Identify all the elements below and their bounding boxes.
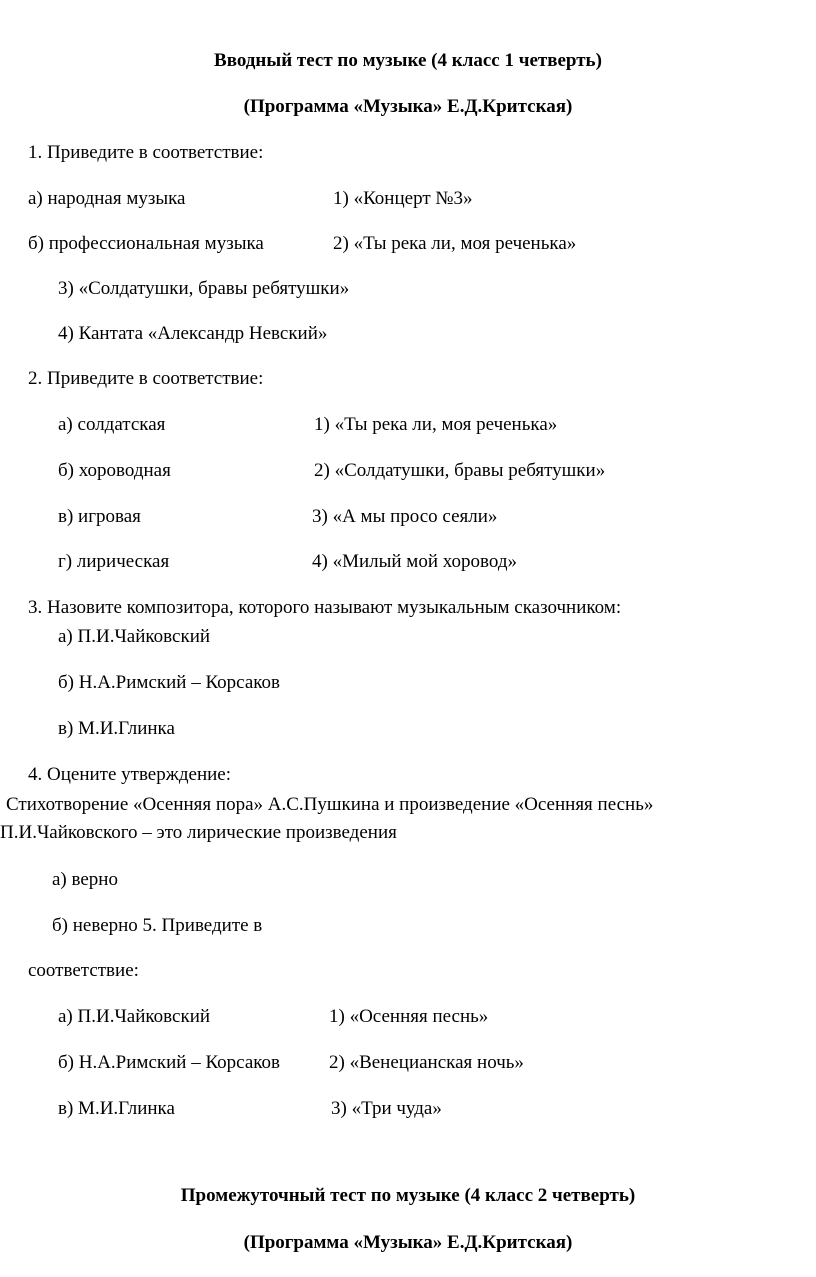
- test2-title: Промежуточный тест по музыке (4 класс 2 четверть): [180, 1185, 636, 1206]
- q3-option-a: а) П.И.Чайковский: [58, 626, 211, 647]
- test2-subtitle: (Программа «Музыка» Е.Д.Критская): [243, 1232, 573, 1253]
- q1-left-a: а) народная музыка: [28, 188, 186, 209]
- q5-left-b: б) Н.А.Римский – Корсаков: [58, 1052, 281, 1073]
- q2-right-3: 3) «А мы просо сеяли»: [312, 506, 498, 527]
- q3-option-c: в) М.И.Глинка: [58, 718, 175, 739]
- q4-option-b-and-q5: б) неверно 5. Приведите в: [52, 915, 263, 936]
- q4-option-a: а) верно: [52, 869, 118, 890]
- q2-left-b: б) хороводная: [58, 460, 171, 481]
- test1-title: Вводный тест по музыке (4 класс 1 четверть): [214, 50, 602, 71]
- q4-statement-line2: П.И.Чайковского – это лирические произведения: [0, 822, 397, 843]
- q2-left-c: в) игровая: [58, 506, 141, 527]
- q4-prompt: 4. Оцените утверждение:: [28, 764, 232, 785]
- q4-statement-line1: Стихотворение «Осенняя пора» А.С.Пушкина и произведение «Осенняя песнь»: [6, 794, 654, 815]
- q2-prompt: 2. Приведите в соответствие:: [28, 368, 264, 389]
- q1-right-2: 2) «Ты река ли, моя реченька»: [333, 233, 577, 254]
- q2-right-1: 1) «Ты река ли, моя реченька»: [314, 414, 558, 435]
- q3-option-b: б) Н.А.Римский – Корсаков: [58, 672, 281, 693]
- q2-right-2: 2) «Солдатушки, бравы ребятушки»: [314, 460, 606, 481]
- q3-prompt: 3. Назовите композитора, которого называют музыкальным сказочником:: [28, 597, 622, 618]
- q2-left-a: а) солдатская: [58, 414, 166, 435]
- q5-left-c: в) М.И.Глинка: [58, 1098, 175, 1119]
- q5-right-1: 1) «Осенняя песнь»: [329, 1006, 489, 1027]
- q5-prompt-cont: соответствие:: [28, 960, 139, 981]
- q5-right-2: 2) «Венецианская ночь»: [329, 1052, 524, 1073]
- q5-left-a: а) П.И.Чайковский: [58, 1006, 211, 1027]
- q1-left-b: б) профессиональная музыка: [28, 233, 264, 254]
- q1-right-4: 4) Кантата «Александр Невский»: [58, 323, 328, 344]
- q1-right-1: 1) «Концерт №3»: [333, 188, 473, 209]
- q1-right-3: 3) «Солдатушки, бравы ребятушки»: [58, 278, 350, 299]
- q2-left-d: г) лирическая: [58, 551, 170, 572]
- test1-subtitle: (Программа «Музыка» Е.Д.Критская): [243, 96, 573, 117]
- q2-right-4: 4) «Милый мой хоровод»: [312, 551, 517, 572]
- q1-prompt: 1. Приведите в соответствие:: [28, 142, 264, 163]
- q5-right-3: 3) «Три чуда»: [331, 1098, 442, 1119]
